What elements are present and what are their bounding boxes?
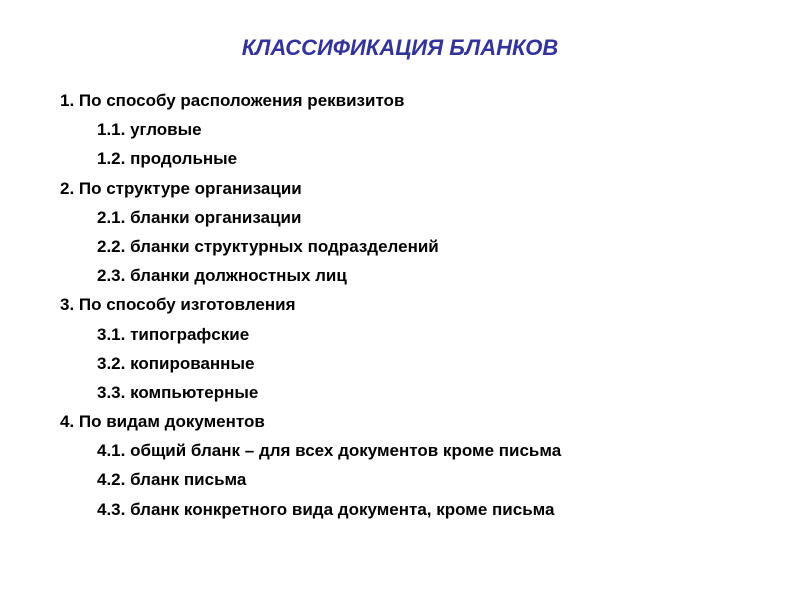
section-item: 1.2. продольные [97, 149, 238, 169]
section-item: 3.1. типографские [97, 324, 250, 344]
section-item: 3.3. компьютерные [97, 382, 259, 402]
section-item: 4.1. общий бланк – для всех документов кроме письма [97, 441, 562, 461]
section-item: 2.2. бланки структурных подразделений [97, 236, 439, 256]
section-heading: 4. По видам документов [60, 412, 265, 432]
section-item: 1.1. угловые [97, 120, 202, 140]
classification-list [60, 86, 780, 524]
section-item: 2.3. бланки должностных лиц [97, 266, 347, 286]
section-item: 4.3. бланк конкретного вида документа, кроме письма [97, 499, 555, 519]
section-heading: 1. По способу расположения реквизитов [60, 91, 405, 110]
section-heading: 2. По структуре организации [60, 178, 302, 198]
section-item: 2.1. бланки организации [97, 207, 302, 227]
section-item: 4.2. бланк письма [97, 470, 247, 490]
section-item: 3.2. копированные [97, 353, 255, 373]
slide-title: КЛАССИФИКАЦИЯ БЛАНКОВ [241, 35, 559, 60]
section-heading: 3. По способу изготовления [60, 295, 296, 315]
